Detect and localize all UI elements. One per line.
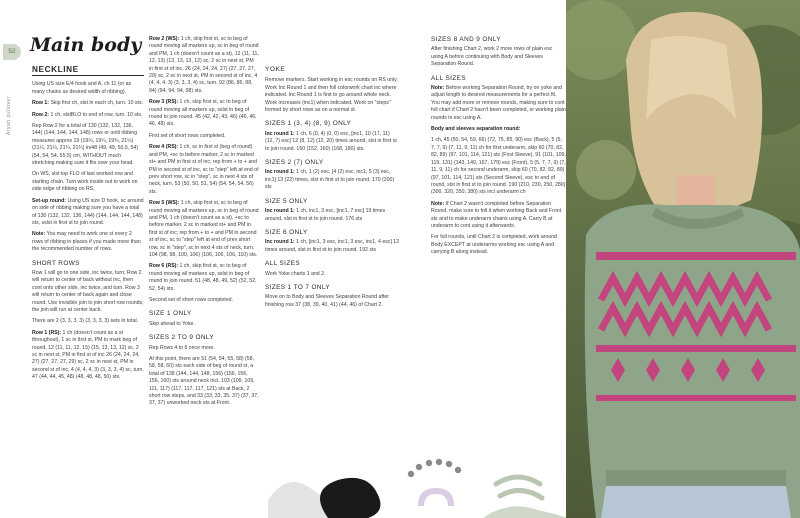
all-sizes-note-text: Before working Separation Round, try on yoke and adjust length to desired measurements for a perfect fit. You may add more or remove rounds, making sure to cont foll chart if Chart 2 hasn't been completed, or working plain rounds in esc using A. (431, 85, 566, 121)
column-2 (149, 36, 259, 412)
row-1-label: Row 1: (32, 100, 50, 107)
row-4-rs-instruction (149, 144, 259, 196)
sizes-2-inc-text: 1 ch, 1 (2) esc, [4 (2) esc, inc1, 5 (3) esc, inc1] 13 (22) times, slst in first st to join round. 170 (200) sts (265, 169, 395, 191)
note-2-label: Note: (431, 200, 445, 207)
row-1-text: Skip first ch, slst in each ch, turn. 10 sts. (49, 100, 144, 107)
row-1-rs-instruction (32, 330, 144, 382)
note-1-text: You may need to work one st every 2 rows of ribbing in places if you made more than the recommended number of rows. (32, 231, 141, 253)
row-2-label: Row 2: (32, 111, 50, 118)
note-2-text: If Chart 2 wasn't completed before Separation Round, make sure to foll it when working Back and Front sts and to make underarm chains using A. Carry B at underarm to cont using it afterwards. (431, 200, 562, 229)
row-2-instruction (32, 112, 144, 119)
row-6-rs-label: Row 6 (RS): (149, 263, 179, 270)
sizes-1-inc-text: 1 ch, 6 (0, 4) (0, 0) esc, [inc1, 10 (17, 11) (12, 7) esc] 12 (8, 12) (12, 20) times around, slst in first st to join round. 150 (152, 160) (168, 180) sts. (265, 130, 397, 152)
sizes-1-to-7-text: Move on to Body and Sleeves Separation Round after finishing row 37 (38, 39, 40, 41) (44, 46) of Chart 2. (265, 294, 390, 308)
row-2-ws-label: Row 2 (WS): (149, 36, 180, 42)
sets-total: There are 2 (3, 3, 3, 3) (3, 3, 3, 3) sets in total. (32, 318, 139, 325)
yoke-text: Remove markers. Start working in esc rounds on RS only. Work Inc Round 1 and then foll colorwork chart inc where indicated. Inc Round 1 is first to go around whole neck. Work increases (inc1) when indicated. Work on "steps" formed by short rows as on a normal st. (265, 77, 398, 114)
row-5-ws-text: 1 ch, skip first st, sc to beg of round moving all markers up, sc in beg of round and PM, 1 ch (doesn't count as a st), +sc to before marker, 2 sc in marked st+ and PM in first st of inc; rep from + to + and PM in second st of inc, sc to "step" left at end of prev short row, sc in "step", sc in next 4 sts of neck, turn. 104 (98, 98, 100, 106) (106, 106, 106, 110) sts. (149, 200, 259, 258)
setup-round (32, 198, 144, 228)
size-1-text: Skip ahead to Yoke. (149, 320, 195, 327)
sizes-1-inc-round (265, 131, 400, 153)
row-6-rs-instruction (149, 263, 259, 293)
column-4 (431, 36, 566, 261)
size-6-inc-round (265, 239, 400, 254)
size-6-inc-text: 1 ch, [inc1, 3 esc, inc1, 3 esc, inc1, 4 esc] 12 times around, slst in first st to join round. 192 sts (265, 239, 400, 253)
black-blob-shape (320, 478, 380, 518)
sizes-1-3-4-8-9-heading: SIZES 1 (3, 4) (8, 9) ONLY (265, 120, 352, 128)
all-sizes-note (431, 85, 566, 122)
sizes-2-to-9-heading: SIZES 2 TO 9 ONLY (149, 334, 215, 342)
sweater-photo-illustration (566, 0, 800, 518)
size-5-inc-round (265, 208, 400, 223)
sizes-2-to-9-text: Rep Rows 4 to 6 once more. (149, 344, 215, 351)
column-1 (32, 66, 144, 386)
sizes-1-inc-label: Inc round 1: (265, 130, 295, 137)
size-6-inc-label: Inc round 1: (265, 239, 295, 246)
sizes-2-inc-label: Inc round 1: (265, 169, 295, 176)
setup-text: Using US size D hook, sc around on side of ribbing making sure you have a total of 130 (132, 132, 136, 144) (144, 144, 144, 148) sts, sslst in first st to join round. (32, 197, 144, 226)
sage-blob-shape (483, 506, 568, 518)
size-5-inc-text: 1 ch, inc1, 3 esc, [inc1, 7 esc] 19 times around, slst in first st to join round. 176 sts (265, 208, 386, 222)
decorative-shapes (268, 440, 568, 518)
short-rows-text: Row 1 will go to one side, inc twice, turn; Row 2 will return to center of back without inc, then cont onto other side, inc twice, and turn. Row 3 will return to center of back again and close round. Use invisible join to join short row rounds; the join will run at center back. (32, 269, 144, 313)
sizes-8-9-text: After finishing Chart 2, work 2 more rows of plain esc using A before continuing with Body and Sleeves Separation Round. (431, 46, 553, 68)
setup-label: Set-up round: (32, 197, 66, 204)
sizes-1-to-7-heading: SIZES 1 TO 7 ONLY (265, 283, 331, 291)
row-3-rs-text: 1 ch, skip first st, sc to beg of round moving all markers up, sslst in beg of round to join round. 45 (42, 42, 43, 46) (46, 46, 46, 48) sts. (149, 99, 257, 128)
row-5-ws-label: Row 5 (WS): (149, 200, 180, 207)
sizes-8-9-heading: SIZES 8 AND 9 ONLY (431, 36, 501, 43)
page-number: 52 (3, 44, 21, 60)
row-4-rs-text: 1 ch, sc in first st (beg of round) and PM, +sc to before marker, 2 sc in marked st+ and PM in first st of inc; rep from + to + and PM in second st of inc, sc to "step" left at end of prev short row, sc in "step", sc in next 4 sts of neck, turn. 53 (50, 50, 51, 54) (54, 54, 54, 56) sts. (149, 144, 259, 195)
row-4-rs-label: Row 4 (RS): (149, 144, 179, 151)
row-1-rs-text: 1 ch (doesn't count as a st throughout), 1 sc in first st, PM to mark beg of round, 12 (11, 11, 12, 15) (15, 13, 13, 12) sc, 2 sc in next st, PM in first st of inc 26 (24, 24, 24, 27) (27, 27, 27, 29) sc, 2 sc in next st, PM in second st of inc, 4 (4, 4, 4, 3) (3, 3, 3, 4) sc, turn. 47 (44, 44, 45, 48) (48, 48, 48, 50) sts. (32, 329, 144, 381)
sizes-2-inc-round (265, 169, 400, 191)
row-2-text: 1 ch, slstBLO to end of row, turn. 10 sts. (49, 111, 143, 118)
row-1-rs-label: Row 1 (RS): (32, 329, 62, 336)
dots-arc-shape (408, 459, 461, 477)
side-tab-label: Aryah pullover (6, 96, 12, 135)
size-6-heading: SIZE 6 ONLY (265, 228, 308, 236)
row-1-instruction (32, 100, 144, 107)
note-1 (32, 231, 144, 253)
size-5-inc-label: Inc round 1: (265, 208, 295, 215)
short-rows-heading: SHORT ROWS (32, 259, 80, 267)
size-5-heading: SIZE 5 ONLY (265, 197, 308, 205)
lilac-arch-shape (418, 488, 454, 506)
first-set-complete: First set of short rows completed. (149, 132, 226, 139)
all-sizes-note-label: Note: (431, 85, 445, 92)
at-this-point-text: At this point, there are 51 (54, 54, 55, 58) (58, 58, 58, 60) sts each side of beg of round st, a total of 138 (144, 144, 148, 156) (156, 156, 156, 160) sts around neck incl. 103 (109, 109, 111, 117) (117, 117, 117, 121) sts at Back, 2 short row steps, and 33 (33, 33, 35, 37) (37, 37, 37, 37) unworked neck sts at Front. (149, 356, 259, 407)
body-separation-heading (431, 126, 566, 133)
row-3-rs-label: Row 3 (RS): (149, 99, 179, 106)
row-3-rs-instruction (149, 99, 259, 129)
column-3 (265, 66, 400, 313)
neckline-heading: NECKLINE (32, 66, 144, 76)
note-1-label: Note: (32, 231, 46, 238)
row-2-ws-instruction (149, 36, 259, 95)
all-sizes-2-heading: ALL SIZES (431, 74, 466, 82)
yoke-heading: YOKE (265, 66, 286, 73)
sage-curves-shape (496, 477, 542, 498)
page-title: Main body (30, 34, 142, 56)
body-separation-label: Body and sleeves separation round: (431, 126, 521, 133)
all-sizes-text: Work Yoke charts 1 and 2. (265, 270, 326, 277)
repeat-instruction: Rep Row 2 for a total of 130 (132, 132, 136, 144) (144, 144, 144, 148) rows or until ribbing measures approx 19 (19¼, 19¼, 19¾, 21¼) (21¼, 21¼, 21¼, 21¾) in/48 (49, 49, 50.5, 54) (54, 54, 54, 55.5) cm, WITHOUT much stretching making sure it fits over your head. (32, 123, 139, 167)
row-2-ws-text: 1 ch, skip first st, sc to beg of round moving all markers up, sc in beg of round and PM, 1 ch (doesn't count as a st), 12 (11, 11, 12, 13) (13, 13, 13, 12) sc, 2 sc in next st, PM in first st of inc, 26 (24, 24, 24, 27) (27, 27, 27, 29) sc, 2 sc in next st, PM in second st of inc, 4 (4, 4, 4, 3) (3, 3, 3, 4) sc, turn. 92 (86, 86, 88, 94) (94, 94, 94, 98) sts. (149, 36, 259, 94)
neckline-intro: Using US size E/4 hook and A, ch 11 (or as many chains as desired width of ribbing). (32, 81, 132, 95)
second-set-complete: Second set of short rows completed. (149, 297, 233, 303)
sizes-2-7-heading: SIZES 2 (7) ONLY (265, 159, 324, 167)
note-2 (431, 201, 566, 231)
body-separation-text: 1 ch, 45 (50, 54, 59, 66) (72, 75, 85, 90) esc (Back), 5 (5, 7, 7, 9) (7, 11, 9, 11) ch for first underarm, skip 60 (70, 82, 82, 89) (97, 101, 114, 121) sts (First Sleeve), 91 (101, 109, 119, 131) (143, 149, 167, 179) esc (Front), 5 (5, 7, 7, 9) (7, 11, 9, 11) ch for second underarm, skip 60 (70, 82, 82, 89) (97, 101, 114, 121) sts (Second Sleeve), esc to end of round, slst in first st to join round. 190 (210, 230, 250, 280) (300, 320, 350, 380) sts incl underarm ch (431, 137, 566, 196)
size-1-heading: SIZE 1 ONLY (149, 310, 192, 318)
ws-instruction: On WS, slst top FLO of last worked row and starting chain. Turn work inside out to work on side edge of ribbing on RS. (32, 171, 138, 193)
model-photo (566, 0, 800, 518)
row-5-ws-instruction (149, 200, 259, 259)
full-rounds-text: For full rounds, until Chart 2 is completed, work around Body EXCEPT at underarms working esc using A and carrying B along instead. (431, 234, 557, 256)
all-sizes-heading: ALL SIZES (265, 260, 300, 268)
row-6-rs-text: 1 ch, skip first st, sc to beg of round moving all markers up, sslst in beg of round to join round. 51 (48, 48, 49, 52) (52, 52, 52, 54) sts. (149, 263, 257, 292)
